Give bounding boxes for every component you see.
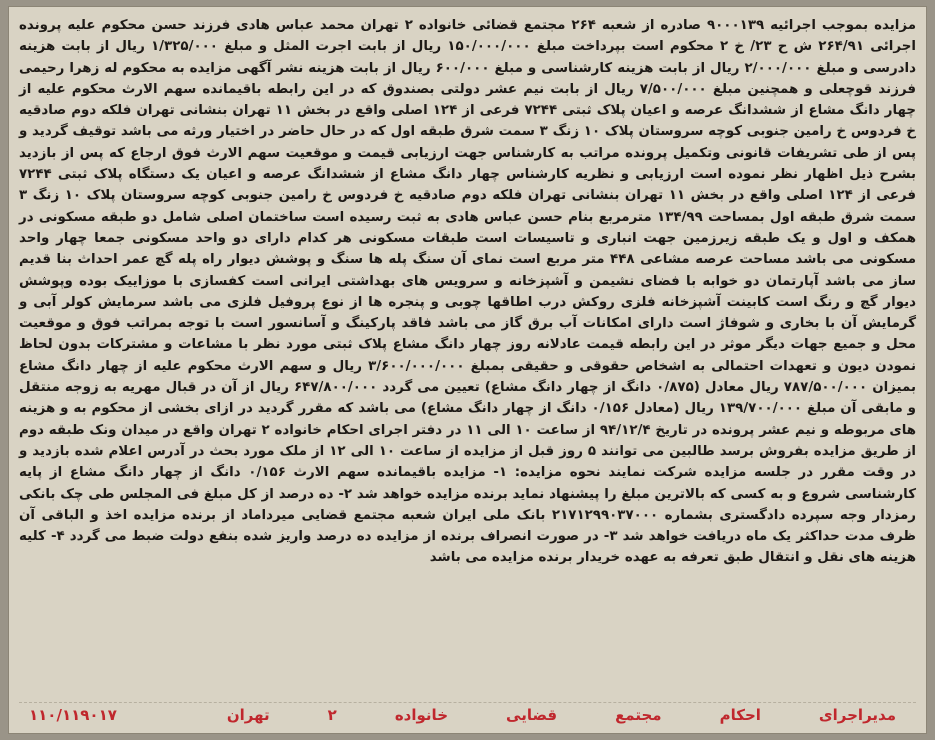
footer-word: احکام [719,706,761,724]
notice-code: ۱۱۰/۱۱۹۰۱۷ [29,706,117,724]
auction-notice-body: مزایده بموجب اجرائیه ۹۰۰۰۱۳۹ صادره از شعبه ۲۶۴ مجتمع قضائی خانواده ۲ تهران محمد عباس هادی فرزند حسن محکوم علیه پرونده اجرائی ۲۶۴/۹۱ ش ح ۲۳/ خ ۲ محکوم است بپرداخت مبلغ ۱۵۰/۰۰۰/۰۰۰ ریال از بابت اجرت المثل و مبلغ ۱/۳۲۵/۰۰۰ ریال از بابت هزینه دادرسی و مبلغ ۲/۰۰۰/۰۰۰ ریال از بابت هزینه کارشناسی و مبلغ ۶۰۰/۰۰۰ ریال از بابت هزینه نشر آگهی مزایده به محکوم له زهرا رحیمی فرزند قوچعلی و همچنین مبلغ ۷/۵۰۰/۰۰۰ ریال از بابت نیم عشر دولتی بصندوق که در این رابطه باقیمانده سهم الارث محکوم علیه از چهار دانگ مشاع از ششدانگ عرصه و اعیان پلاک ثبتی ۷۲۴۴ فرعی از ۱۲۴ اصلی واقع در بخش ۱۱ تهران بنشانی تهران فلکه دوم صادقیه خ فردوس خ رامین جنوبی کوچه سروستان پلاک ۱۰ زنگ ۳ سمت شرق طبقه اول که در حال حاضر در اختیار ورثه می باشد توقیف گردید و پس از طی تشریفات قانونی وتکمیل پرونده مراتب به کارشناس جهت ارزیابی قیمت و موقعیت سهم الارث فوق ارجاع که پس از بازدید بشرح ذیل اظهار نظر نموده است ارزیابی و نظریه کارشناس چهار دانگ مشاع از ششدانگ عرصه و اعیان یک دستگاه پلاک ثبتی ۷۲۴۴ فرعی از ۱۲۴ اصلی واقع در بخش ۱۱ تهران بنشانی تهران فلکه دوم صادقیه خ فردوس خ رامین جنوبی کوچه سروستان پلاک ۱۰ زنگ ۳ سمت شرق طبقه اول بمساحت ۱۳۴/۹۹ مترمربع بنام حسن عباس هادی به ثبت رسیده است ساختمان اصلی شامل دو طبقه مسکونی در همکف و اول و یک طبقه زیرزمین جهت انباری و تاسیسات است طبقات مسکونی هر کدام دارای دو واحد مسکونی جمعا چهار واحد مسکونی می باشد مساحت عرصه مشاعی ۴۴۸ متر مربع است نمای آن سنگ پله ها سنگ و پوشش دیوار راه پله گچ عمر احداث بنا قدیم ساز می باشد آپارتمان دو خوابه با فضای نشیمن و آشپزخانه و سرویس های بهداشتی ایرانی است کفسازی با موزاییک بوده وپوشش دیوار گچ و رنگ است کابینت آشپزخانه فلزی روکش درب اطاقها چوبی و پنجره ها از نوع پروفیل فلزی می باشد سرمایش کولر آبی و گرمایش آن با بخاری و شوفاژ است دارای امکانات آب برق گاز می باشد فاقد پارکینگ و آسانسور است با توجه بمراتب فوق و موقعیت محل و جمیع جهات دیگر موثر در این رابطه قیمت عادلانه روز چهار دانگ مشاع پلاک ثبتی مورد نظر با مشاعات و مشترکات بدون لحاظ نمودن دیون و تعهدات احتمالی به اشخاص حقوقی و حقیقی بمبلغ ۳/۶۰۰/۰۰۰/۰۰۰ ریال و سهم الارث محکوم علیه از چهار دانگ مشاع بمیزان ۷۸۷/۵۰۰/۰۰۰ ریال معادل (۰/۸۷۵ دانگ از چهار دانگ مشاع) تعیین می گردد ۶۴۷/۸۰۰/۰۰۰ ریال از آن در قبال مهریه به زوجه منتقل و مابقی آن مبلغ ۱۳۹/۷۰۰/۰۰۰ ریال (معادل ۰/۱۵۶ دانگ از چهار دانگ مشاع) می باشد که مقرر گردید در ازای بخشی از محکوم به و هزینه های مربوطه و نیم عشر پرونده در تاریخ ۹۴/۱۲/۴ از ساعت ۱۰ الی ۱۱ در دفتر اجرای احکام خانواده ۲ تهران واقع در میدان ونک طبقه دوم از طریق مزایده بفروش برسد طالبین می توانند ۵ روز قبل از مزایده از ساعت ۱۰ الی ۱۲ از ملک مورد بحث در آدرس اعلام شده بازدید و در وقت مقرر در جلسه مزایده شرکت نمایند نحوه مزایده: ۱- مزایده باقیمانده سهم الارث ۰/۱۵۶ دانگ از چهار دانگ مشاع از پایه کارشناسی شروع و به کسی که بالاترین مبلغ را پیشنهاد نماید برنده مزایده خواهد شد ۲- ده درصد از کل مبلغ فی المجلس طی چک بانکی رمزدار وجه سپرده دادگستری بشماره ۲۱۷۱۲۹۹۰۳۷۰۰۰ بانک ملی ایران شعبه مجتمع قضایی میرداماد از برنده مزایده اخذ و الباقی آن ظرف مدت حداکثر یک ماه دریافت خواهد شد ۳- در صورت انصراف برنده از مزایده ده درصد واریز شده بنفع دولت ضبط می گردد ۴- کلیه هزینه های نقل و انتقال طبق تعرفه به عهده خریدار برنده مزایده می باشد [19,18,917,566]
footer-word: مدیراجرای [818,706,896,724]
issuing-authority [227,706,916,724]
footer-word: خانواده [394,706,449,724]
footer-word: قضایی [506,706,558,724]
newspaper-clipping [8,6,927,734]
footer-word: مجتمع [615,706,662,724]
notice-footer [19,702,916,727]
footer-word: تهران [226,706,270,724]
footer-word: ۲ [327,706,337,724]
